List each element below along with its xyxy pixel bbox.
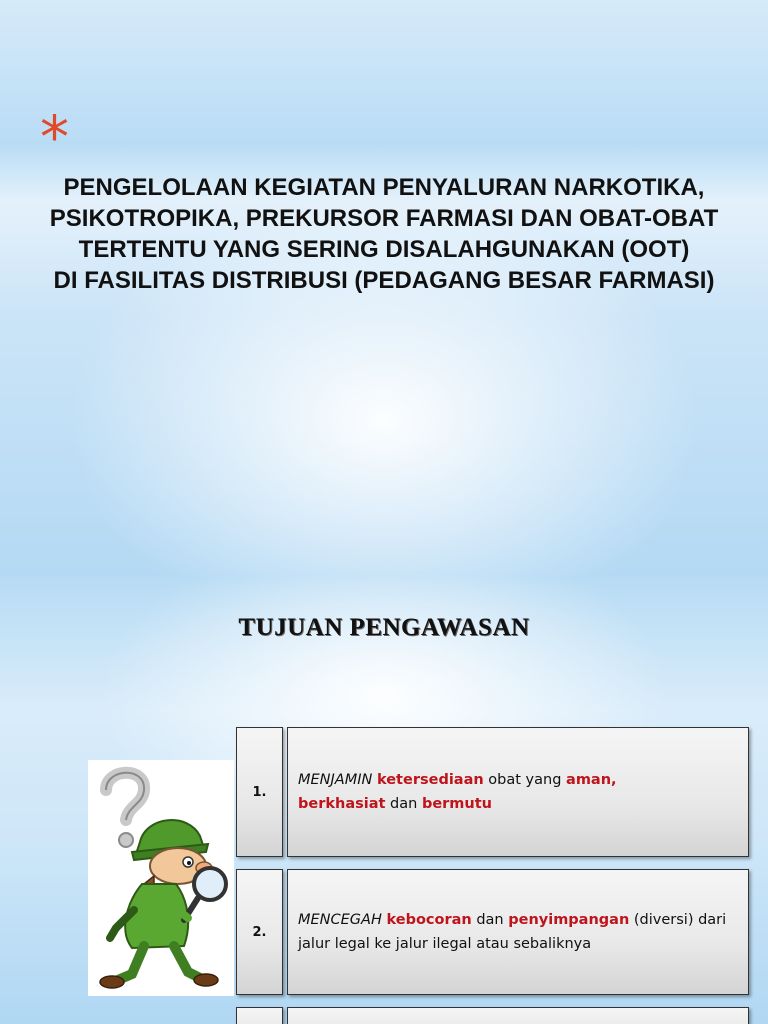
slide-1-title xyxy=(0,172,768,296)
item-1-part-2: ketersediaan xyxy=(376,772,484,788)
item-2-part-1: MENCEGAH xyxy=(298,912,387,928)
asterisk-bullet-icon: * xyxy=(40,103,69,171)
slide-2 xyxy=(0,576,768,1024)
item-1-part-4: aman xyxy=(566,772,612,788)
title-line-4: DI FASILITAS DISTRIBUSI (PEDAGANG BESAR FARMASI) xyxy=(53,267,715,294)
item-1-part-3: obat yang xyxy=(483,772,567,788)
item-3-number-box xyxy=(236,1007,283,1024)
item-2-text-box xyxy=(287,869,749,995)
slide-2-title: TUJUAN PENGAWASAN xyxy=(238,614,530,641)
item-1-part-6: berkhasiat xyxy=(298,796,386,812)
item-1-number-box xyxy=(236,727,283,857)
item-2-text xyxy=(298,908,738,956)
item-1-text-box xyxy=(287,727,749,857)
item-3-text-box xyxy=(287,1007,749,1024)
title-line-2: PSIKOTROPIKA, PREKURSOR FARMASI DAN OBAT-OBAT xyxy=(49,205,719,232)
item-1-text xyxy=(298,768,617,816)
item-2-number-box xyxy=(236,869,283,995)
item-2-part-3: dan xyxy=(471,912,509,928)
item-1-part-7: dan xyxy=(385,796,422,812)
item-1-part-8: bermutu xyxy=(421,796,492,812)
item-2-part-5: (diversi) dari jalur legal ke jalur ilegal atau sebaliknya xyxy=(298,912,727,952)
detective-illustration xyxy=(88,760,234,996)
item-2-number: 2. xyxy=(252,924,267,940)
item-2-part-4: penyimpangan xyxy=(508,912,630,928)
item-1-part-5: , xyxy=(611,772,617,788)
detective-icon xyxy=(88,760,234,996)
title-line-1: PENGELOLAAN KEGIATAN PENYALURAN NARKOTIKA, xyxy=(63,174,705,201)
item-1-part-1: MENJAMIN xyxy=(298,772,377,788)
item-1-number: 1. xyxy=(252,784,267,800)
title-line-3: TERTENTU YANG SERING DISALAHGUNAKAN (OOT) xyxy=(78,236,690,263)
item-2-part-2: kebocoran xyxy=(386,912,472,928)
